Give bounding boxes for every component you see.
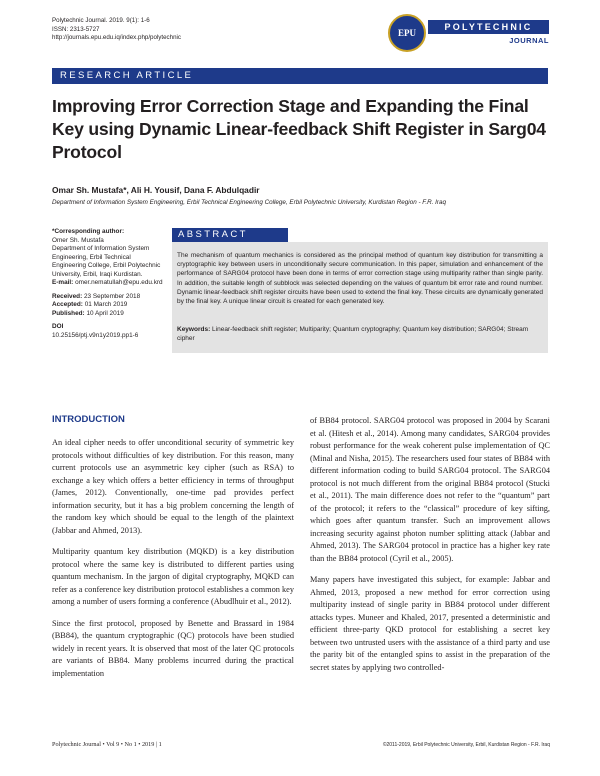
paragraph: An ideal cipher needs to offer unconditional security of symmetric key protocols without difficulties of key distribution. For this reason, many current protocols use an asymmetric key cipher (such as RSA) to exchange a key which offers a better efficiency in terms of throughput (James, 2012). Conventionally, one-time pad provides perfect information security, but it has a big problem concerning the length of the random key which should be equal to the length of the plaintext (Jabbar and Ahmed, 2013). [52, 438, 294, 535]
section-heading-introduction: INTRODUCTION [52, 414, 125, 425]
corresponding-label: *Corresponding author: [52, 228, 125, 235]
issn: ISSN: 2313-5727 [52, 25, 100, 33]
affiliation: Department of Information System Engineering, Erbil Technical Engineering College, Erbil Polytechnic University, Kurdistan Region - F.R. Iraq [52, 199, 446, 206]
keywords [177, 325, 543, 343]
abstract-heading: ABSTRACT [172, 228, 288, 242]
right-column [310, 415, 550, 683]
received-value: 23 September 2018 [83, 292, 141, 300]
paragraph: Multiparity quantum key distribution (MQKD) is a key distribution protocol where the same key is distributed to different parties using quantum mechanism. In the jargon of digital cryptography, MQKD can refer as a conference key distribution protocol establishes a common key among a number of users forming a conference (Abudlhuir et al., 2012). [52, 547, 294, 606]
email-line [52, 279, 164, 288]
paragraph: Many papers have investigated this subject, for example: Jabbar and Ahmed, 2013, proposed a new method for error correction using multiparity instead of single parity in BB84 protocol under different attacks types. Muneer and Khaled, 2017, presented a deterministic and efficient three-party QKD protocol for establishing a secret key between two untrusted users with the assistance of a third party and use the parity bit of the entangled spins to assist in the preparation of the secret states by applying two controlled- [310, 575, 550, 672]
abstract-text: The mechanism of quantum mechanics is considered as the principal method of quantum key distribution for transmitting a cryptographic key between users in unconditionally secure communication. In this paper, simulation and enhancement of the performance of SARG04 protocol have been done in terms of error correction stage using multiparity rather than single parity. In addition, the suitable length of subblock was selected depending on the values of quantum bit error rate and round number. Dynamic linear-feedback shift register circuits have been used to extend the final key. These circuits are dynamically generated by the final key. A unique linear circuit is created for each generated key. [177, 252, 543, 306]
logo-subtitle: JOURNAL [509, 36, 549, 45]
keywords-label: Keywords: [177, 326, 211, 333]
logo-banner: POLYTECHNIC [428, 20, 549, 34]
received-label: Received: [52, 292, 83, 300]
corresponding-address: Department of Information System Engineering, Erbil Technical Engineering College, Erbil Polytechnic University, Erbil, Iraqi Kurdistan. [52, 245, 161, 278]
sidebar [52, 228, 164, 340]
accepted-label: Accepted: [52, 301, 83, 308]
journal-meta [52, 17, 181, 43]
keywords-list: Linear-feedback shift register; Multiparity; Quantum cryptography; Quantum key distribution; SARG04; Stream cipher [177, 326, 529, 343]
university-seal-icon: EPU [388, 14, 426, 52]
journal-logo [388, 14, 550, 58]
left-column [52, 437, 294, 689]
published-label: Published: [52, 309, 85, 317]
authors: Omar Sh. Mustafa*, Ali H. Yousif, Dana F. Abdulqadir [52, 185, 260, 195]
journal-url[interactable]: http://journals.epu.edu.iq/index.php/polytechnic [52, 34, 181, 42]
published-value: 10 April 2019 [86, 309, 124, 317]
journal-citation: Polytechnic Journal. 2019. 9(1): 1-6 [52, 17, 150, 24]
doi-value[interactable]: 10.25156/ptj.v9n1y2019.pp1-6 [52, 331, 139, 339]
accepted-value: 01 March 2019 [84, 301, 128, 308]
footer-journal-info: Polytechnic Journal • Vol 9 • No 1 • 2019 | 1 [52, 741, 162, 748]
email-value[interactable]: omer.nematullah@epu.edu.krd [75, 279, 163, 286]
corresponding-name: Omer Sh. Mustafa [52, 236, 104, 244]
published-line [52, 310, 164, 319]
received-line [52, 293, 164, 302]
accepted-line [52, 301, 164, 310]
doi-label: DOI [52, 323, 64, 330]
article-type-band: RESEARCH ARTICLE [52, 68, 548, 84]
paragraph: of BB84 protocol. SARG04 protocol was proposed in 2004 by Scarani et al. (Hitesh et al., 2014). Among many candidates, SARG04 provides robust performance for the weak coherent pulse implementation of QC (Minal and Nisha, 2015). The researchers used four states of BB84 with different information coding to build SARG04 protocol. The SARG04 protocol is not much different from the original BB84 protocol (Stucki et al., 2011). The main difference does not refer to the “quantum” part of the protocol; it refers to the “classical” procedure of key sifting, which goes after quantum transfer. Such an improvement allows increasing security against photon number splitting attack (Jabbar and Ahmed, 2013). The SARG04 protocol in practice has a higher key rate than the BB84 protocol (Cyril et al., 2005). [310, 416, 550, 563]
footer-copyright: ©2011-2019, Erbil Polytechnic University, Erbil, Kurdistan Region - F.R. Iraq [382, 742, 550, 748]
paper-title: Improving Error Correction Stage and Expanding the Final Key using Dynamic Linear-feedback Shift Register in Sarg04 Protocol [52, 96, 546, 162]
email-label: E-mail: [52, 279, 74, 286]
paragraph: Since the first protocol, proposed by Benette and Brassard in 1984 (BB84), the quantum cryptographic (QC) protocols have been studied widely in recent years. It is observed that most of the later QC protocols are variants of BB84. Many problems incurred during the practical implementation [52, 618, 294, 678]
